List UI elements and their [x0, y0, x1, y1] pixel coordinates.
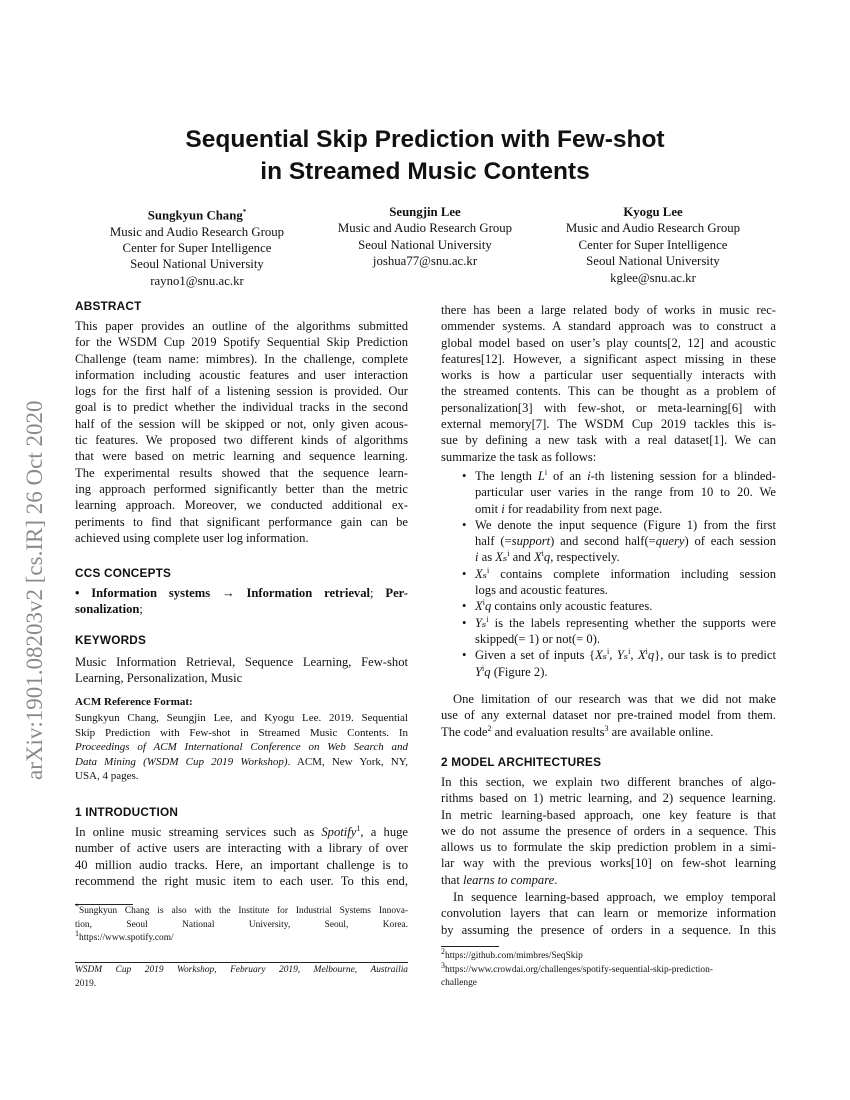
text-segment: as	[478, 550, 496, 565]
text-segment: }, our task is to predict	[654, 648, 777, 663]
text-line	[475, 598, 776, 614]
text-line	[441, 839, 776, 855]
author-block	[533, 204, 773, 286]
model-heading: 2 MODEL ARCHITECTURES	[441, 755, 602, 769]
text-segment: that	[441, 872, 464, 887]
model-body	[441, 774, 776, 888]
footnotes-left	[75, 901, 408, 946]
text-segment: https://www.crowdai.org/challenges/spotify-sequential-skip-prediction-	[445, 964, 713, 975]
text-segment: support	[511, 534, 551, 549]
text-segment: Xₛ	[495, 550, 508, 565]
text-segment: . ACM, New York, NY,	[287, 755, 409, 768]
text-line	[441, 691, 776, 707]
text-segment: personalization[3] with few-shot, or meta-learning[6] with	[441, 400, 776, 415]
text-line	[441, 855, 776, 871]
author-block	[77, 204, 317, 289]
text-segment: i	[607, 647, 610, 657]
text-segment: use of any external dataset nor pre-trained model from them.	[441, 708, 776, 723]
text-line	[75, 840, 408, 856]
ccs-heading: CCS CONCEPTS	[75, 566, 172, 580]
acm-ref-heading: ACM Reference Format:	[75, 696, 193, 708]
text-segment: logs and acoustic features.	[475, 583, 608, 598]
text-line	[475, 484, 776, 500]
text-segment: query	[655, 534, 685, 549]
text-line	[475, 631, 776, 647]
text-segment: omit	[475, 501, 502, 516]
text-segment: ing approach performed significantly better than the metric	[75, 481, 408, 496]
text-segment: Sungkyun Chang, Seungjin Lee, and Kyogu Lee. 2019. Sequential	[75, 712, 408, 724]
author-name: Seungjin Lee	[389, 205, 461, 219]
text-segment: tic features. We proposed two different kinds of algorithms	[75, 433, 408, 448]
text-segment: (Figure 2).	[490, 664, 548, 679]
text-segment: achieved using complete user log information.	[75, 530, 309, 545]
intro-heading: 1 INTRODUCTION	[75, 805, 179, 819]
paper-title	[0, 124, 850, 188]
text-segment: .	[554, 872, 558, 887]
text-line	[441, 449, 776, 465]
text-line	[441, 318, 776, 334]
text-segment: Y	[475, 664, 483, 679]
text-segment: skipped(= 1) or not(= 0).	[475, 631, 601, 646]
bullet-icon: •	[462, 648, 467, 663]
venue-note	[75, 964, 408, 991]
list-item	[441, 566, 776, 599]
text-segment: 3	[441, 960, 445, 970]
text-segment: goal is to predict whether the individual tracks in the second	[75, 400, 408, 415]
text-segment: Proceedings of ACM International Conference on Web Search and	[75, 741, 408, 753]
text-line	[75, 481, 408, 497]
text-segment: sue by defining a new task with a real dataset[1]. We can	[441, 433, 776, 448]
author-name: Sungkyun Chang*	[147, 208, 247, 223]
text-segment: ommender systems. A standard approach was to construct a	[441, 319, 776, 334]
text-line	[75, 670, 408, 686]
text-segment: Yₛ	[475, 615, 487, 630]
text-segment: q	[484, 599, 492, 614]
text-segment: information including acoustic features and user interaction	[75, 367, 408, 382]
text-segment: i	[645, 647, 648, 657]
text-line	[75, 318, 408, 334]
list-item	[441, 517, 776, 566]
text-line	[75, 367, 408, 383]
text-segment: lar way with the previous works[10] on few-shot learning	[441, 856, 776, 871]
text-line	[75, 740, 408, 755]
text-segment: that were based on metric learning and sequence learning.	[75, 449, 408, 464]
text-line	[441, 335, 776, 351]
text-segment: ) of each session	[684, 534, 776, 549]
text-segment: 1	[356, 823, 361, 833]
text-segment: The experimental results showed that the sequence learn-	[75, 465, 408, 480]
text-line	[441, 400, 776, 416]
text-line	[441, 889, 776, 905]
text-segment: One limitation of our research was that we did not make	[453, 692, 776, 706]
bullet-icon: •	[462, 469, 467, 483]
text-segment: by assuming the presence of orders in a sequence. In this	[441, 922, 776, 937]
list-item	[441, 647, 776, 680]
text-line	[75, 901, 408, 919]
limitation-para	[441, 691, 776, 740]
text-line	[75, 978, 408, 992]
text-line	[75, 448, 408, 464]
text-segment: USA, 4 pages.	[75, 770, 139, 782]
text-line	[75, 585, 408, 601]
text-segment: number of active users are interacting with a library of over	[75, 841, 408, 856]
text-segment: are available online.	[608, 724, 714, 739]
text-segment: i	[486, 565, 490, 575]
author-name: Kyogu Lee	[623, 205, 683, 219]
author-affiliation-line: Music and Audio Research Group	[337, 221, 513, 236]
author-affiliation-line: kglee@snu.ac.kr	[610, 270, 696, 285]
text-line	[75, 601, 408, 617]
text-line	[475, 566, 776, 582]
text-segment: Data Mining (WSDM Cup 2019 Workshop)	[75, 755, 288, 768]
author-affiliation-line: Seoul National University	[586, 254, 720, 269]
text-line	[75, 432, 408, 448]
text-line	[441, 416, 776, 432]
text-segment: challenge	[441, 978, 477, 989]
footnotes-right	[441, 946, 776, 991]
text-line	[441, 383, 776, 399]
author-footnote-mark: *	[242, 208, 247, 216]
bullet-icon: •	[462, 566, 467, 581]
abstract-heading: ABSTRACT	[75, 299, 142, 313]
text-segment: In online music streaming services such as	[75, 825, 322, 839]
author-affiliation-line: Music and Audio Research Group	[109, 224, 285, 239]
text-line	[75, 919, 408, 933]
text-segment: The length	[475, 469, 538, 483]
text-segment: ) and second half(=	[550, 534, 656, 549]
text-segment: Yₛ	[616, 648, 629, 663]
text-segment: external memory[7]. The WSDM Cup 2019 tackles this is-	[441, 417, 776, 432]
text-segment: learning approach. Moreover, we conducted additional ex-	[75, 498, 408, 513]
text-line	[441, 790, 776, 806]
text-line	[441, 823, 776, 839]
text-segment: i	[507, 549, 510, 559]
text-segment: In metric learning-based approach, one key feature is that	[441, 807, 776, 822]
text-line	[475, 664, 776, 680]
text-segment: for the WSDM Cup 2019 Spotify Sequential Skip Prediction	[75, 335, 408, 350]
task-bullets	[441, 468, 776, 680]
text-segment: i	[482, 598, 485, 608]
text-segment: L	[537, 469, 545, 483]
text-line	[75, 416, 408, 432]
text-segment: Given a set of inputs {	[475, 648, 596, 663]
text-segment: the streamed contents. This can be thought as a problem of	[441, 384, 776, 399]
text-segment: allows us to formulate the skip prediction problem in a simi-	[441, 840, 776, 855]
text-line	[475, 647, 776, 663]
text-segment: 40 million audio tracks. Here, an important challenge is to	[75, 857, 408, 872]
text-segment: Learning, Personalization, Music	[75, 671, 243, 686]
text-segment: works is how a particular user sequentially interacts with	[441, 368, 776, 383]
text-line	[75, 711, 408, 726]
text-segment: , a huge	[360, 825, 409, 839]
text-segment: and	[509, 550, 534, 565]
text-line	[75, 497, 408, 513]
text-line	[475, 549, 776, 565]
text-segment: tion, Seoul National University, Seoul, Korea.	[75, 919, 408, 930]
text-segment: 3	[604, 723, 609, 733]
author-affiliation-line: Center for Super Intelligence	[122, 241, 272, 256]
text-segment: , respectively.	[550, 550, 620, 565]
text-line	[75, 351, 408, 367]
text-segment: 2019.	[75, 978, 97, 989]
text-segment: Challenge (team name: mimbres). In the challenge, complete	[75, 351, 408, 366]
bullet-icon: •	[462, 517, 467, 532]
text-line	[441, 946, 776, 964]
text-segment: Per-	[385, 586, 408, 600]
text-line	[75, 873, 408, 889]
text-segment: Xₛ	[475, 566, 487, 581]
text-segment: q	[543, 550, 551, 565]
text-segment: half (=	[475, 534, 512, 549]
text-segment: particular user varies in the range from 10 to 20. We	[475, 485, 776, 500]
acm-ref-body	[75, 711, 408, 784]
list-item	[441, 598, 776, 614]
text-line	[441, 774, 776, 790]
list-item	[441, 468, 776, 517]
text-segment: https://www.spotify.com/	[79, 933, 174, 944]
text-segment: sonalization	[75, 602, 140, 617]
text-line	[441, 367, 776, 383]
text-segment: Skip Prediction with Few-shot in Streamed Music Contents. In	[75, 726, 408, 739]
text-line	[441, 432, 776, 448]
text-line	[75, 654, 408, 670]
author-affiliation-line: Seoul National University	[358, 237, 492, 252]
text-segment: 2	[487, 723, 492, 733]
text-segment: learns to compare	[463, 872, 555, 887]
text-segment: https://github.com/mimbres/SeqSkip	[445, 951, 583, 961]
text-segment: This paper provides an outline of the algorithms submitted	[75, 319, 408, 333]
text-line	[441, 302, 776, 318]
text-line	[75, 755, 408, 770]
abstract-body	[75, 318, 408, 546]
keywords-heading: KEYWORDS	[75, 633, 147, 647]
text-segment: Music Information Retrieval, Sequence Learning, Few-shot	[75, 655, 408, 669]
text-segment: periments to find that significant performance gain can be	[75, 514, 408, 529]
keywords-body	[75, 654, 408, 687]
text-segment: i	[486, 614, 489, 624]
title-line-1: Sequential Skip Prediction with Few-shot	[185, 126, 665, 153]
bullet-icon: •	[462, 599, 467, 614]
text-segment: ;	[139, 602, 143, 617]
footnote-rule-right	[441, 946, 499, 947]
text-line	[75, 465, 408, 481]
text-line	[475, 501, 776, 517]
text-line	[75, 769, 408, 784]
text-segment: i	[501, 501, 505, 516]
text-line	[75, 929, 408, 946]
text-segment: i	[541, 549, 544, 559]
text-line	[441, 905, 776, 921]
text-segment: We denote the input sequence (Figure 1) from the first	[475, 517, 776, 532]
text-segment: convolution layers that can learn or memorize information	[441, 906, 776, 921]
text-segment: In this section, we explain two different branches of algo-	[441, 775, 776, 789]
author-block	[305, 204, 545, 270]
text-segment: 2	[441, 946, 445, 956]
text-segment: i	[587, 469, 591, 483]
text-segment: logs for the first half of a listening session is provided. Our	[75, 384, 408, 399]
text-line	[475, 533, 776, 549]
text-line	[441, 807, 776, 823]
text-line	[75, 334, 408, 350]
text-segment: 1	[75, 929, 79, 939]
text-segment: -th listening session for a blinded-	[590, 469, 777, 483]
text-segment: q	[647, 648, 655, 663]
text-line	[75, 726, 408, 741]
text-segment: recommend the right music item to each user. To this end,	[75, 873, 408, 888]
text-line	[75, 964, 408, 978]
list-item	[441, 615, 776, 648]
text-segment: *	[75, 901, 79, 911]
text-segment: i	[475, 550, 479, 565]
text-line	[475, 582, 776, 598]
text-line	[75, 857, 408, 873]
text-line	[75, 399, 408, 415]
text-line	[75, 824, 408, 840]
text-segment: X	[475, 599, 483, 614]
text-segment: ,	[609, 648, 617, 663]
text-segment: i	[544, 467, 548, 477]
text-segment: q	[484, 664, 491, 679]
text-segment: i	[628, 647, 631, 657]
text-segment: summarize the task as follows:	[441, 449, 597, 464]
text-segment: ,	[630, 648, 638, 663]
intro-body	[75, 824, 408, 889]
text-segment: and evaluation results	[491, 724, 605, 739]
text-segment: Xₛ	[595, 648, 607, 663]
text-segment: X	[533, 550, 542, 565]
text-segment: • Information systems → Information retrieval	[75, 586, 371, 600]
text-line	[75, 514, 408, 530]
title-line-2: in Streamed Music Contents	[260, 158, 590, 185]
text-segment: i	[482, 663, 485, 673]
text-line	[475, 517, 776, 533]
text-segment: Spotify	[321, 825, 357, 839]
text-segment: there has been a large related body of works in music rec-	[441, 303, 776, 317]
text-line	[441, 707, 776, 723]
text-segment: features[12]. However, a significant aspect missing in these	[441, 351, 776, 366]
text-line	[441, 960, 776, 978]
text-segment: Sungkyun Chang is also with the Institute for Industrial Systems Innova-	[79, 906, 408, 916]
text-segment: we do not assume the presence of orders in a sequence. This	[441, 823, 776, 838]
arxiv-watermark: arXiv:1901.08203v2 [cs.IR] 26 Oct 2020	[22, 400, 47, 780]
text-line	[441, 977, 776, 991]
venue-rule	[75, 962, 408, 963]
author-affiliation-line: rayno1@snu.ac.kr	[150, 273, 244, 288]
ccs-body	[75, 585, 408, 618]
author-affiliation-line: Seoul National University	[130, 257, 264, 272]
text-line	[441, 724, 776, 740]
text-segment: of an	[547, 469, 588, 483]
text-segment: ;	[370, 586, 386, 600]
author-affiliation-line: Music and Audio Research Group	[565, 221, 741, 236]
text-segment: is the labels representing whether the supports were	[488, 615, 776, 630]
text-line	[475, 468, 776, 484]
text-segment: WSDM Cup 2019 Workshop, February 2019, Melbourne, Austrailia	[75, 965, 408, 975]
text-segment: half of the session will be skipped or not, only given acous-	[75, 416, 408, 431]
text-segment: The code	[441, 724, 488, 739]
author-affiliation-line: Center for Super Intelligence	[578, 237, 728, 252]
text-line	[441, 922, 776, 938]
text-line	[441, 351, 776, 367]
text-segment: contains only acoustic features.	[491, 599, 653, 614]
text-line	[441, 872, 776, 888]
text-segment: In sequence learning-based approach, we employ temporal	[453, 890, 776, 904]
intro-continued	[441, 302, 776, 465]
text-segment: contains complete information including session	[489, 566, 776, 581]
bullet-icon: •	[462, 615, 467, 630]
model-body-2	[441, 889, 776, 938]
text-segment: global model based on user’s play counts[2, 12] and acoustic	[441, 335, 776, 350]
text-segment: rithms based on 1) metric learning, and 2) sequence learning.	[441, 791, 776, 806]
text-line	[475, 615, 776, 631]
text-line	[75, 383, 408, 399]
text-line	[75, 530, 408, 546]
text-segment: X	[637, 648, 646, 663]
text-segment: for readability from next page.	[504, 501, 663, 516]
author-affiliation-line: joshua77@snu.ac.kr	[372, 254, 478, 269]
